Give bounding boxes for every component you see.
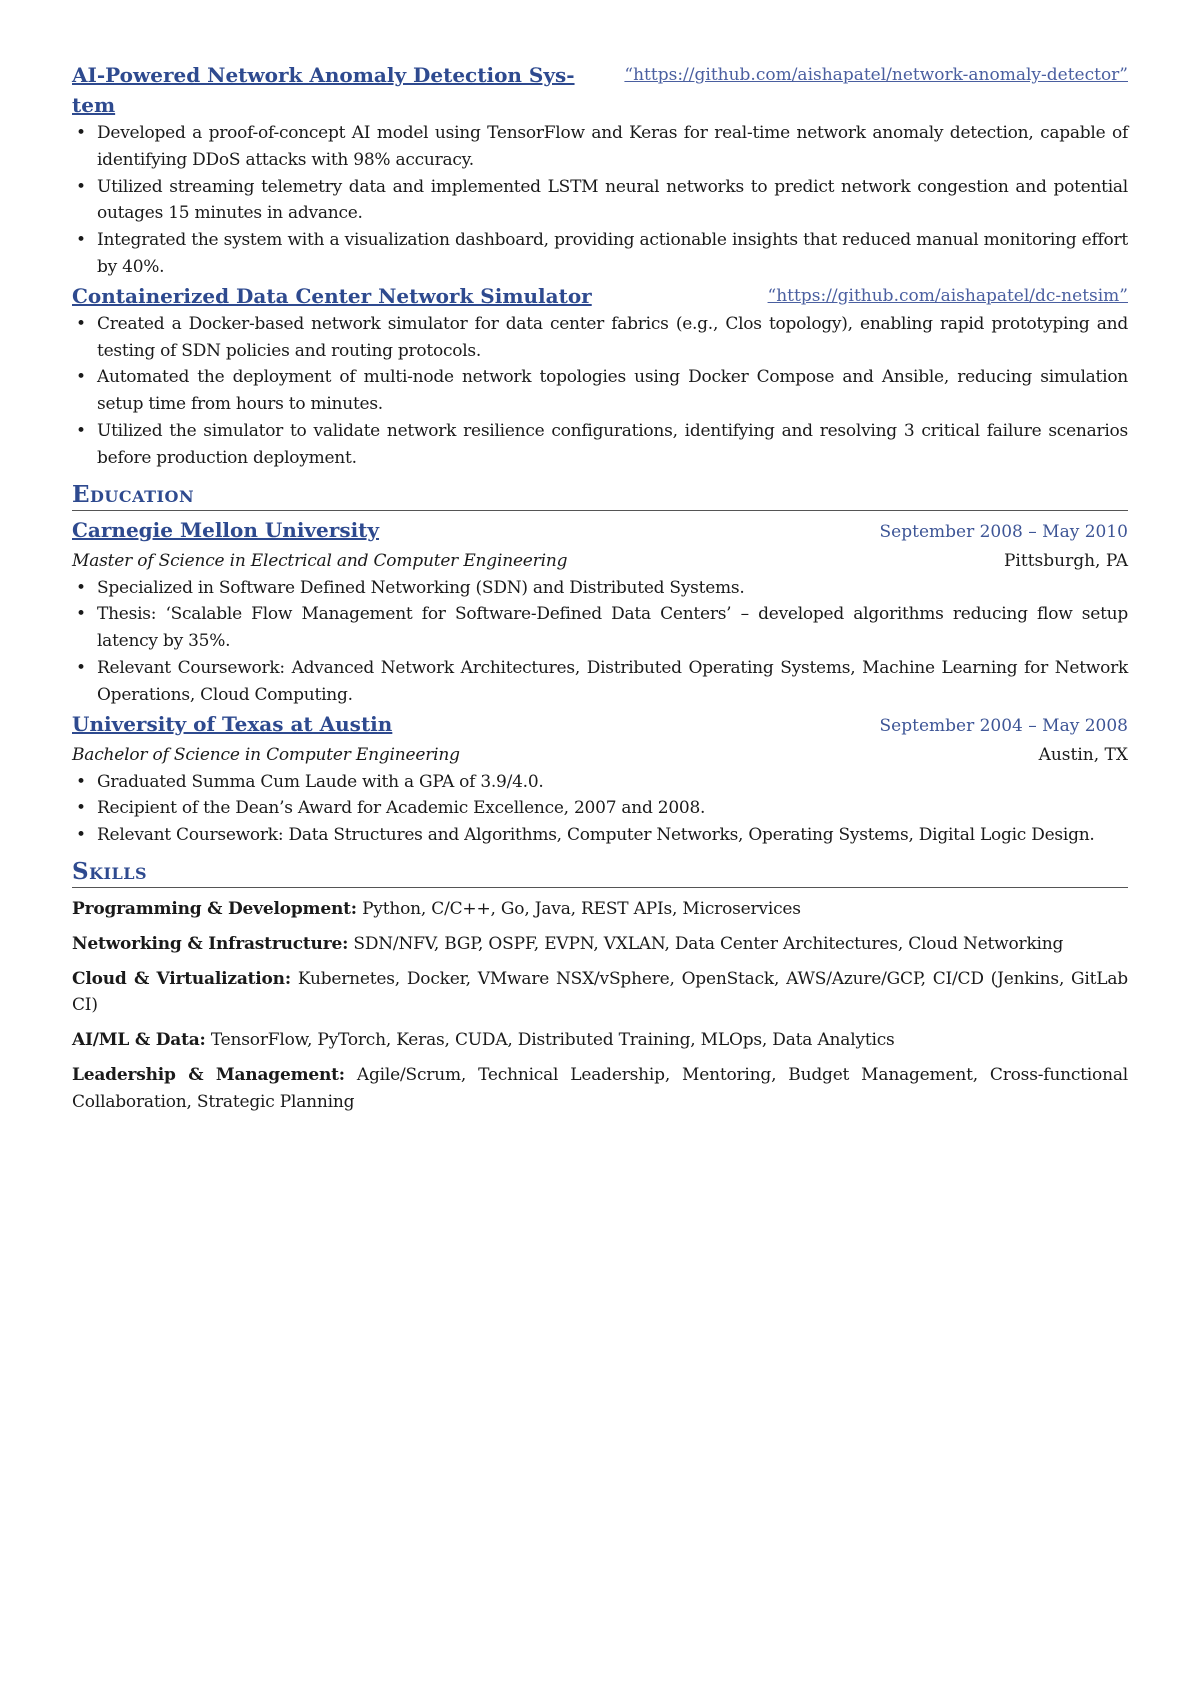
skill-value: SDN/NFV, BGP, OSPF, EVPN, VXLAN, Data Center Architectures, Cloud Networking	[353, 933, 1064, 954]
skill-item	[72, 966, 1128, 1020]
list-item: • Specialized in Software Defined Networking (SDN) and Distributed Systems.	[97, 575, 1128, 602]
education-bullets	[72, 575, 1128, 709]
education-section-header	[72, 480, 1128, 511]
list-item: • Thesis: ‘Scalable Flow Management for Software-Defined Data Centers’ – developed algorithms reducing flow setup latency by 35%.	[97, 601, 1128, 655]
skill-label: Cloud & Virtualization:	[72, 968, 291, 989]
skill-item	[72, 1027, 1128, 1054]
section-title: Education	[72, 480, 195, 508]
list-item: • Integrated the system with a visualization dashboard, providing actionable insights that reduced manual monitoring effort by 40%.	[97, 227, 1128, 281]
school-name[interactable]: University of Texas at Austin	[72, 711, 393, 736]
education-entry	[72, 709, 1128, 849]
list-item: • Utilized the simulator to validate network resilience configurations, identifying and resolving 3 critical failure scenarios before production deployment.	[97, 418, 1128, 472]
list-item: • Utilized streaming telemetry data and implemented LSTM neural networks to predict network congestion and potential outages 15 minutes in advance.	[97, 174, 1128, 228]
project-header	[72, 60, 1128, 120]
project-bullets	[72, 120, 1128, 281]
location: Austin, TX	[1038, 744, 1128, 765]
skill-value: TensorFlow, PyTorch, Keras, CUDA, Distributed Training, MLOps, Data Analytics	[210, 1030, 895, 1051]
education-entry	[72, 515, 1128, 709]
school-name[interactable]: Carnegie Mellon University	[72, 517, 380, 542]
list-item: • Relevant Coursework: Data Structures and Algorithms, Computer Networks, Operating Systems, Digital Logic Design.	[97, 822, 1128, 849]
project-title-line[interactable]: AI-Powered Network Anomaly Detection Sys-	[72, 63, 575, 87]
project-title[interactable]	[72, 60, 592, 120]
education-dates: September 2004 – May 2008	[879, 715, 1128, 736]
project-bullets	[72, 311, 1128, 472]
project-title-line[interactable]: tem	[72, 93, 116, 117]
list-item: • Automated the deployment of multi-node network topologies using Docker Compose and Ansible, reducing simulation setup time from hours to minutes.	[97, 364, 1128, 418]
skill-label: Leadership & Management:	[72, 1064, 345, 1085]
resume-page	[72, 60, 1128, 1116]
section-title: Skills	[72, 857, 148, 885]
skill-value: Agile/Scrum, Technical Leadership, Mentoring, Budget Management, Cross-functional Collaboration, Strategic Planning	[72, 1064, 1128, 1112]
project-link[interactable]: “https://github.com/aishapatel/network-anomaly-detector”	[624, 65, 1128, 85]
list-item: • Developed a proof-of-concept AI model using TensorFlow and Keras for real-time network anomaly detection, capable of identifying DDoS attacks with 98% accuracy.	[97, 120, 1128, 174]
education-bullets	[72, 769, 1128, 849]
project-link[interactable]: “https://github.com/aishapatel/dc-netsim”	[767, 285, 1128, 306]
list-item: • Graduated Summa Cum Laude with a GPA of 3.9/4.0.	[97, 769, 1128, 796]
list-item: • Relevant Coursework: Advanced Network Architectures, Distributed Operating Systems, Machine Learning for Network Operations, Cloud Computing.	[97, 655, 1128, 709]
project-entry	[72, 281, 1128, 472]
skill-value: Kubernetes, Docker, VMware NSX/vSphere, OpenStack, AWS/Azure/GCP, CI/CD (Jenkins, GitLab CI)	[72, 968, 1128, 1016]
list-item: • Recipient of the Dean’s Award for Academic Excellence, 2007 and 2008.	[97, 795, 1128, 822]
skill-label: Programming & Development:	[72, 898, 357, 919]
education-dates: September 2008 – May 2010	[879, 521, 1128, 542]
skill-label: AI/ML & Data:	[72, 1030, 206, 1051]
skill-item	[72, 1062, 1128, 1116]
project-header	[72, 281, 1128, 311]
skills-list	[72, 896, 1128, 1116]
skill-value: Python, C/C++, Go, Java, REST APIs, Microservices	[362, 898, 801, 919]
degree: Bachelor of Science in Computer Engineering	[72, 744, 460, 765]
skills-section-header	[72, 857, 1128, 888]
skill-item	[72, 896, 1128, 923]
skill-label: Networking & Infrastructure:	[72, 933, 349, 954]
list-item: • Created a Docker-based network simulator for data center fabrics (e.g., Clos topology), enabling rapid prototyping and testing of SDN policies and routing protocols.	[97, 311, 1128, 365]
project-entry	[72, 60, 1128, 281]
project-title[interactable]: Containerized Data Center Network Simulator	[72, 283, 592, 308]
location: Pittsburgh, PA	[1003, 550, 1128, 571]
skill-item	[72, 931, 1128, 958]
degree: Master of Science in Electrical and Computer Engineering	[72, 550, 568, 571]
